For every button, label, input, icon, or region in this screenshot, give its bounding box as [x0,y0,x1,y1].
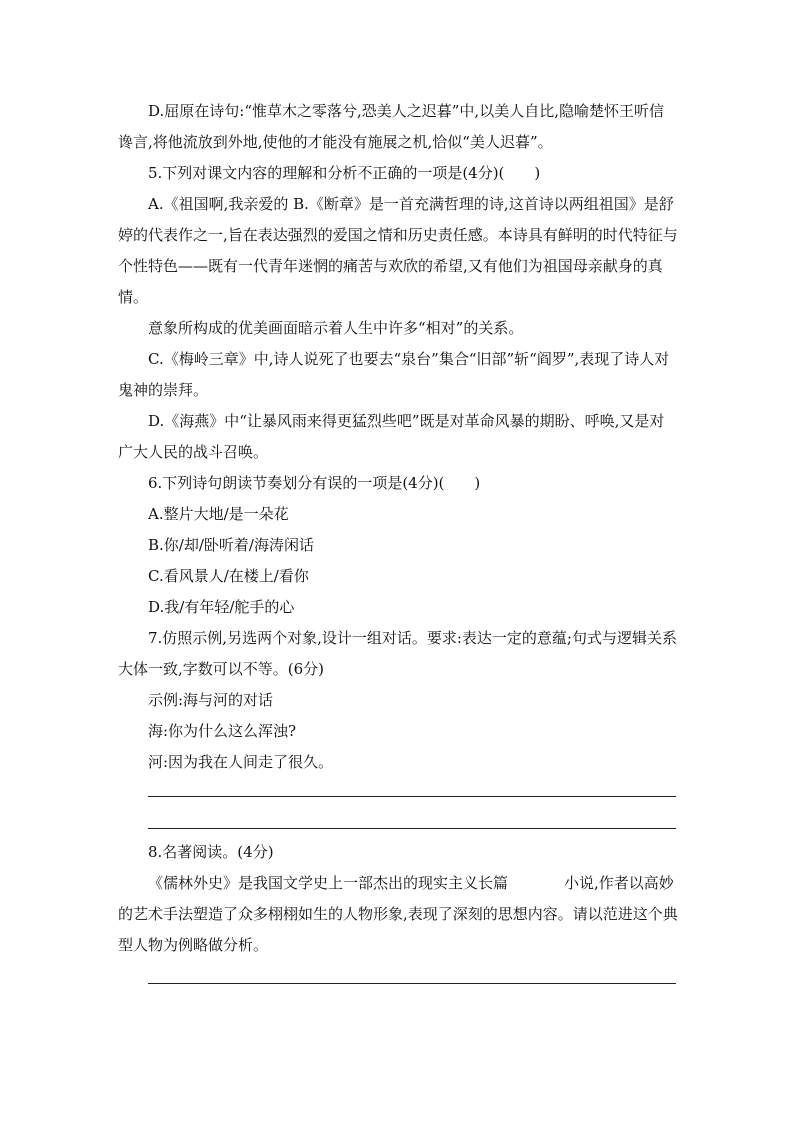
q5-option-ab: A.《祖国啊,我亲爱的 B.《断章》是一首充满哲理的诗,这首诗以两组祖国》是舒婷的代表作之一,旨在表达强烈的爱国之情和历史责任感。本诗具有鲜明的时代特征与个性特色——既有一代青年迷惘的痛苦与欢欣的希望,又有他们为祖国母亲献身的真情。 [118,195,678,306]
q7-river-line: 河:因为我在人间走了很久。 [148,753,334,771]
q6-option-b: B.你/却/卧听着/海涛闲话 [148,536,314,554]
q4-option-d: D.屈原在诗句:“惟草木之零落兮,恐美人之迟暮”中,以美人自比,隐喻楚怀王听信谗言,将他流放到外地,使他的才能没有施展之机,恰似“美人迟暮”。 [118,102,664,151]
q5-option-d: D.《海燕》中“让暴风雨来得更猛烈些吧”既是对革命风暴的期盼、呼唤,又是对广大人民的战斗召唤。 [118,412,665,461]
q5-option-c: C.《梅岭三章》中,诗人说死了也要去“泉台”集合“旧部”斩“阎罗”,表现了诗人对鬼神的崇拜。 [118,350,670,399]
q8-text-after-blank: 小说,作者以高妙的艺术手法塑造了众多栩栩如生的人物形象,表现了深刻的思想内容。请以范进这个典型人物为例略做分析。 [118,874,678,954]
q7-sea-line: 海:你为什么这么浑浊? [148,722,297,740]
q8-stem: 8.名著阅读。(4分) [148,843,274,861]
q6-option-a: A.整片大地/是一朵花 [148,505,289,523]
q8-answer-line[interactable] [148,983,676,984]
exam-page [118,96,678,984]
q6-option-d: D.我/有年轻/舵手的心 [148,598,295,616]
q6-stem: 6.下列诗句朗读节奏划分有误的一项是(4分)( ) [148,474,481,492]
q7-stem: 7.仿照示例,另选两个对象,设计一组对话。要求:表达一定的意蕴;句式与逻辑关系大体一致,字数可以不等。(6分) [118,629,677,678]
q7-example-title: 示例:海与河的对话 [148,691,274,709]
q6-option-c: C.看风景人/在楼上/看你 [148,567,309,585]
q5-stem: 5.下列对课文内容的理解和分析不正确的一项是(4分)( ) [148,164,541,182]
q5-option-b-continued: 意象所构成的优美画面暗示着人生中许多“相对”的关系。 [148,319,524,337]
q8-text-before-blank: 《儒林外史》是我国文学史上一部杰出的现实主义长篇 [148,874,509,892]
q8-body [118,868,678,961]
